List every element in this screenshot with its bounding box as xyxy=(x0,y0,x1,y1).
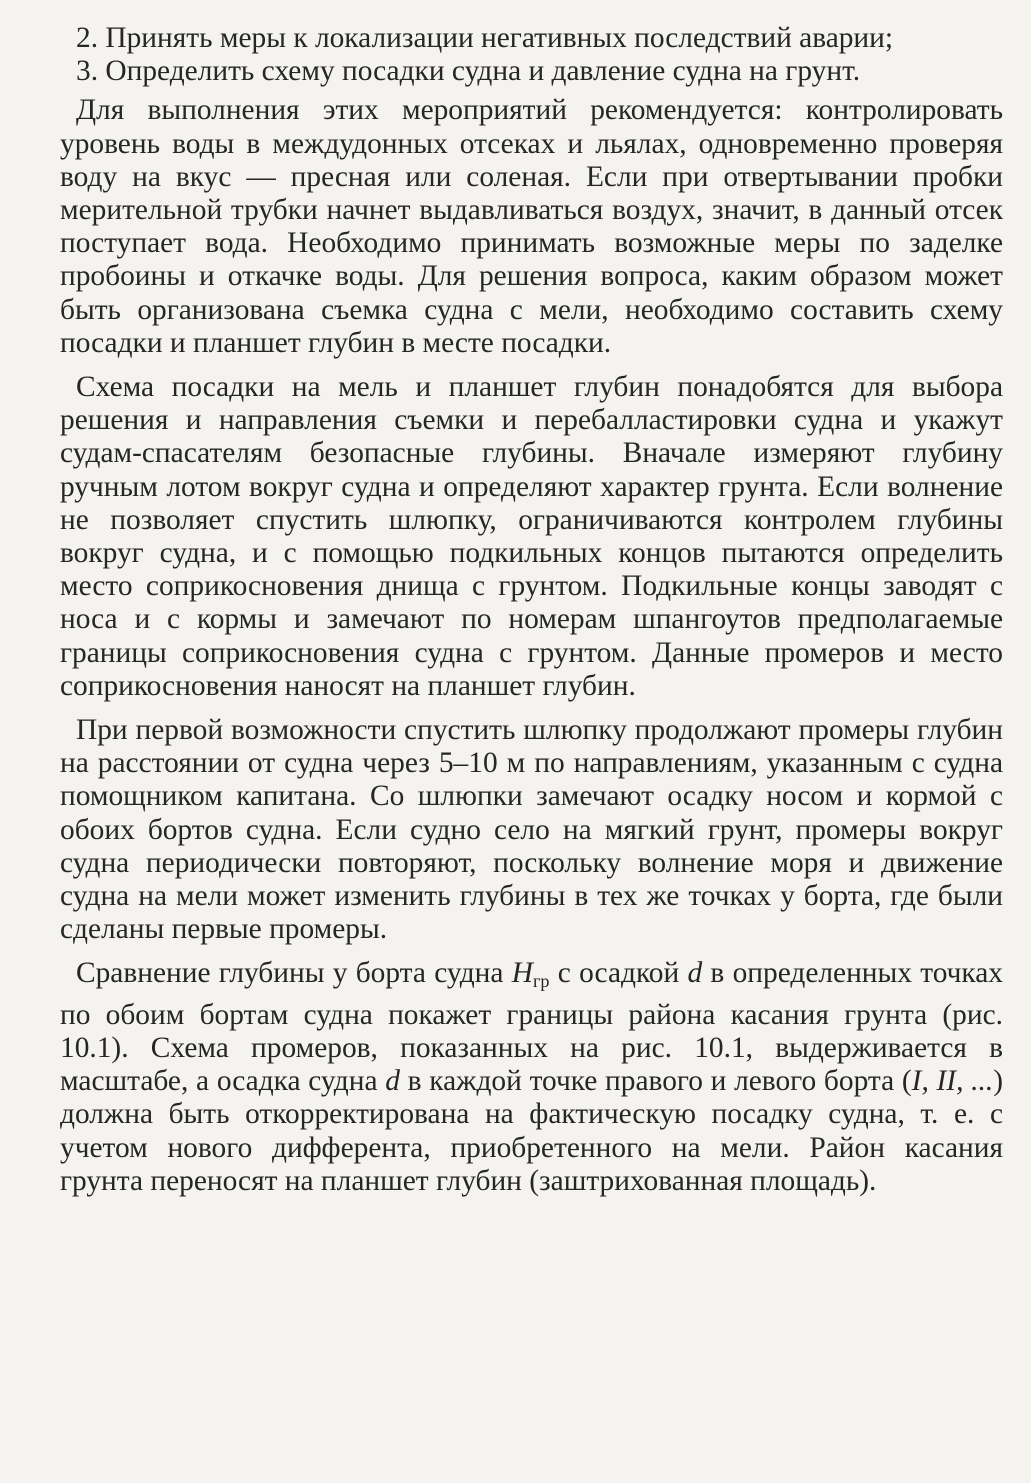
page-text xyxy=(60,22,1003,1198)
depth-symbol-subscript: гр xyxy=(532,971,550,992)
roman-numerals: I, II, ... xyxy=(911,1065,994,1098)
list-item-3: 3. Определить схему посадки судна и давление судна на грунт. xyxy=(76,55,861,88)
list-item-2: 2. Принять меры к локализации негативных последствий аварии; xyxy=(76,22,894,54)
draft-symbol: d xyxy=(687,957,703,990)
paragraph-3: При первой возможности спустить шлюпку продолжают промеры глубин на расстоянии от судна через 5–10 м по направлениям, указанным с судна помощником капитана. Со шлюпки замечают осадку носом и кормой с обоих бортов судна. Если судно село на мягкий грунт, промеры вокруг судна периодически повторяют, поскольку волнение моря и движение судна на мели может изменить глубины в тех же точках у борта, где были сделаны первые промеры. xyxy=(60,714,1003,946)
text-run: в каждой точке правого и левого борта ( xyxy=(399,1065,912,1098)
depth-symbol xyxy=(511,957,550,992)
paragraph-1: Для выполнения этих мероприятий рекомендуется: контролировать уровень воды в междудонных отсеках и льялах, одновременно проверяя воду на вкус — пресная или соленая. Если при отвертывании пробки мерительной трубки начнет выдавливаться воздух, значит, в данный отсек поступает вода. Необходимо принимать возможные меры по заделке пробоины и откачке воды. Для решения вопроса, каким образом может быть организована съемка судна с мели, необходимо составить схему посадки и планшет глубин в месте посадки. xyxy=(60,94,1003,359)
depth-symbol-letter: H xyxy=(511,957,533,990)
paragraph-2: Схема посадки на мель и планшет глубин понадобятся для выбора решения и направления съемки и перебалластировки судна и укажут судам-спасателям безопасные глубины. Вначале измеряют глубину ручным лотом вокруг судна и определяют характер грунта. Если волнение не позволяет спустить шлюпку, ограничиваются контролем глубины вокруг судна, и с помощью подкильных концов пытаются определить место соприкосновения днища с грунтом. Подкильные концы заводят с носа и с кормы и замечают по номерам шпангоутов предполагаемые границы соприкосновения судна с грунтом. Данные промеров и место соприкосновения наносят на планшет глубин. xyxy=(60,371,1003,702)
text-run: в определенных точках по обоим бортам судна покажет границы района касания грунта (рис. 10.1). Схема промеров, показанных на рис. 10.1, выдерживается в масштабе, а осадка судна xyxy=(60,957,1003,1098)
text-run: с осадкой xyxy=(549,957,688,990)
draft-symbol: d xyxy=(385,1065,400,1098)
text-run: Сравнение глубины у борта судна xyxy=(76,957,512,990)
paragraph-4 xyxy=(60,957,1003,1198)
text-run: ) должна быть откорректирована на фактическую посадку судна, т. е. с учетом нового дифферента, приобретенного на мели. Район касания грунта переносят на планшет глубин (заштрихованная площадь). xyxy=(60,1065,1004,1197)
